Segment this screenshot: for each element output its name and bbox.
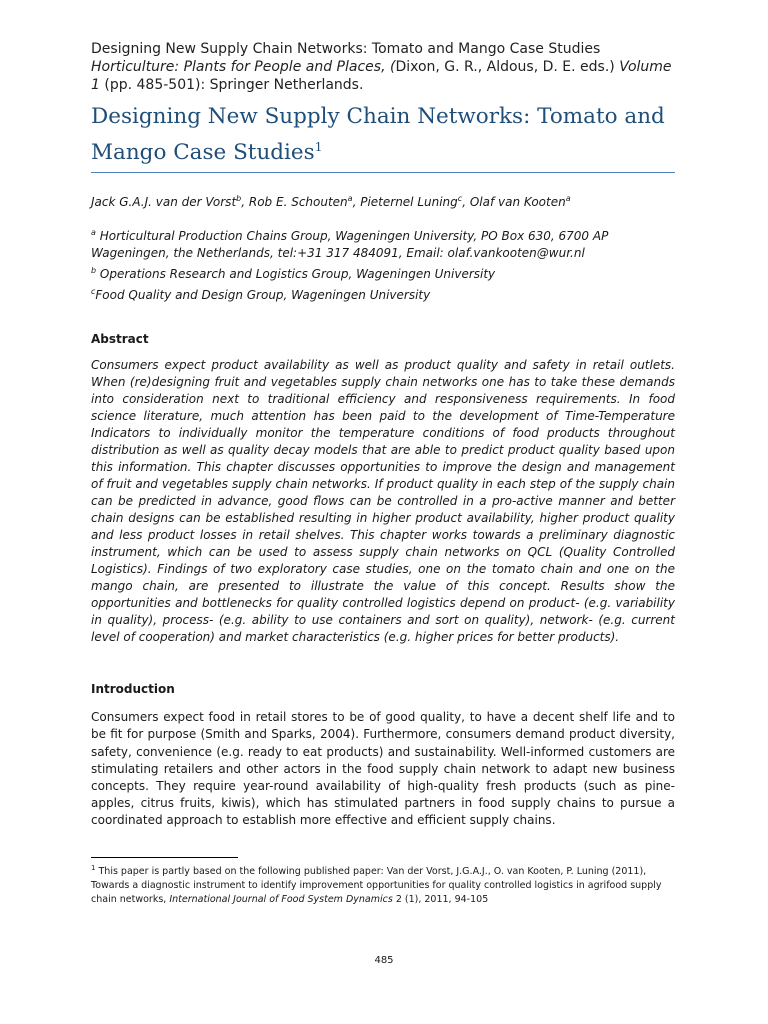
citation-editors: Dixon, G. R., Aldous, D. E. eds.) bbox=[395, 59, 620, 75]
affiliation-text: Food Quality and Design Group, Wageningen University bbox=[95, 288, 431, 303]
affiliation-mark: a bbox=[91, 228, 96, 238]
author-separator: , bbox=[352, 195, 361, 210]
footnote-text-end: 2 (1), 2011, 94-105 bbox=[392, 893, 489, 905]
author: Rob E. Schouten bbox=[248, 195, 348, 210]
affiliation-mark: c bbox=[91, 287, 96, 297]
affiliation-text: Operations Research and Logistics Group, Wageningen University bbox=[96, 267, 496, 282]
affiliation bbox=[91, 283, 675, 304]
affiliation-text: Horticultural Production Chains Group, Wageningen University, PO Box 630, 6700 AP Wageningen, the Netherlands, tel:+31 317 484091, Email: olaf.vankooten@wur.nl bbox=[91, 229, 609, 261]
author: Pieternel Luning bbox=[360, 195, 458, 210]
author-affil-mark: a bbox=[565, 194, 571, 204]
footnote-journal: International Journal of Food System Dynamics bbox=[169, 893, 393, 905]
introduction-body: Consumers expect food in retail stores to be of good quality, to have a decent shelf life and to be fit for purpose (Smith and Sparks, 2004). Furthermore, consumers demand product diversity, safety, convenience (e.g. ready to eat products) and sustainability. Well-informed customers are stimulating retailers and other actors in the food supply chain network to adapt new business concepts. They require year-round availability of high-quality fresh products (such as pine-apples, citrus fruits, kiwis), which has stimulated partners in food supply chains to pursue a coordinated approach to establish more effective and efficient supply chains. bbox=[91, 710, 675, 828]
introduction-heading: Introduction bbox=[91, 682, 175, 697]
author: Olaf van Kooten bbox=[469, 195, 566, 210]
citation-title: Designing New Supply Chain Networks: Tomato and Mango Case Studies bbox=[91, 41, 601, 57]
author-affil-mark: a bbox=[347, 194, 353, 204]
author-list bbox=[91, 190, 675, 211]
author-separator: , bbox=[241, 195, 249, 210]
affiliation-mark: b bbox=[91, 266, 97, 276]
abstract-body: Consumers expect product availability as well as product quality and safety in retail outlets. When (re)designing fruit and vegetables supply chain networks one has to take these demands into consideration next to traditional efficiency and responsiveness requirements. In food science literature, much attention has been paid to the development of Time-Temperature Indicators to individually monitor the temperature conditions of food products throughout distribution as well as quality decay models that are able to predict product quality based upon this information. This chapter discusses opportunities to improve the design and management of fruit and vegetables supply chain networks. If product quality in each step of the supply chain can be predicted in advance, good flows can be controlled in a pro-active manner and better chain designs can be established resulting in higher product availability, higher product quality and less product losses in retail shelves. This chapter works towards a preliminary diagnostic instrument, which can be used to assess supply chain networks on QCL (Quality Controlled Logistics). Findings of two exploratory case studies, one on the tomato chain and one on the mango chain, are presented to illustrate the value of this concept. Results show the opportunities and bottlenecks for quality controlled logistics depend on product- (e.g. variability in quality), process- (e.g. ability to use containers and sort on quality), network- (e.g. current level of cooperation) and market characteristics (e.g. higher prices for better products). bbox=[91, 358, 675, 645]
title-footnote-mark[interactable]: 1 bbox=[314, 140, 323, 154]
affiliation bbox=[91, 262, 675, 283]
affiliation-list bbox=[91, 224, 675, 304]
paper-title-text: Designing New Supply Chain Networks: Tomato and Mango Case Studies bbox=[91, 104, 665, 166]
author-affil-mark: c bbox=[457, 194, 463, 204]
author-separator: , bbox=[462, 195, 470, 210]
citation-pages: (pp. 485-501): Springer Netherlands. bbox=[99, 77, 364, 93]
abstract-heading: Abstract bbox=[91, 332, 149, 347]
paper-page bbox=[91, 40, 675, 907]
affiliation bbox=[91, 224, 675, 262]
author: Jack G.A.J. van der Vorst bbox=[91, 195, 237, 210]
citation-header bbox=[91, 40, 675, 94]
citation-volume: Volume 1 bbox=[91, 59, 672, 93]
footnote-divider bbox=[91, 857, 238, 858]
page-number: 485 bbox=[374, 955, 394, 966]
footnote-text: This paper is partly based on the following published paper: Van der Vorst, J.G.A.J., O. van Kooten, P. Luning (2011), Towards a diagnostic instrument to identify improvement opportunities for quality controlled logistics in agrifood supply chain networks, bbox=[91, 865, 662, 905]
paper-title bbox=[91, 102, 675, 173]
citation-source bbox=[91, 58, 675, 94]
footnote bbox=[91, 861, 675, 907]
footnote-mark: 1 bbox=[91, 863, 96, 872]
author-affil-mark: b bbox=[236, 194, 242, 204]
citation-book-title: Horticulture: Plants for People and Places, ( bbox=[91, 59, 396, 75]
